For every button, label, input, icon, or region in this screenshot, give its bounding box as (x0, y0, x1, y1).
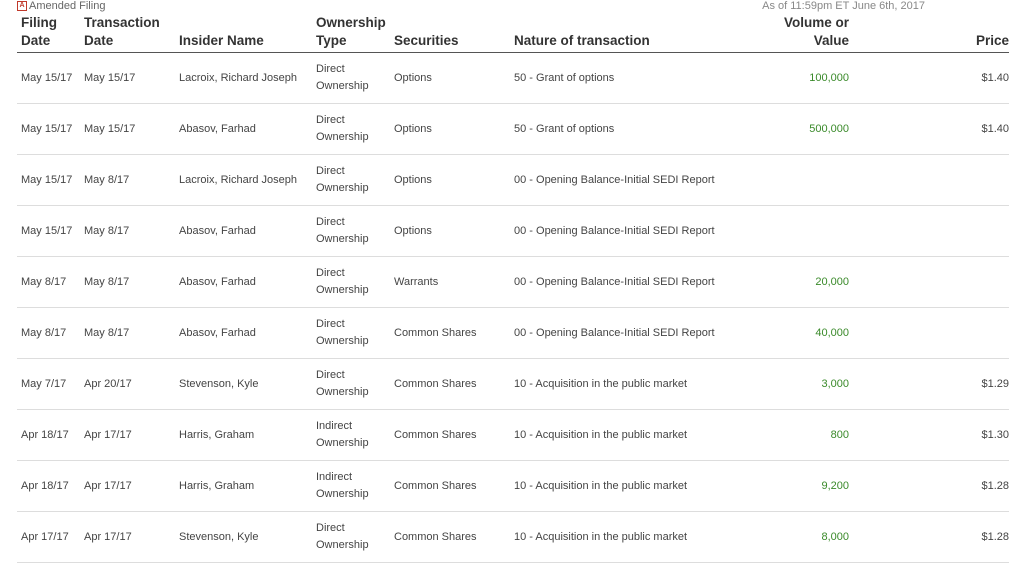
header-volume-or-value[interactable]: Volume or Value (719, 14, 929, 53)
table-row (17, 308, 1009, 359)
filing-date-cell: Apr 18/17 (17, 461, 84, 512)
transaction-date-cell: May 8/17 (84, 308, 179, 359)
header-insider-name[interactable]: Insider Name (179, 14, 316, 53)
table-row (17, 359, 1009, 410)
table-body (17, 53, 1009, 563)
insider-name-cell: Abasov, Farhad (179, 308, 316, 359)
price-cell (929, 308, 1009, 359)
ownership-type-cell: Indirect Ownership (316, 461, 394, 512)
volume-cell: 9,200 (719, 461, 929, 512)
filing-date-cell: May 15/17 (17, 104, 84, 155)
volume-cell: 800 (719, 410, 929, 461)
header-ownership-type[interactable]: Ownership Type (316, 14, 394, 53)
amended-filing-legend (17, 0, 105, 12)
nature-of-transaction-cell: 00 - Opening Balance-Initial SEDI Report (514, 308, 719, 359)
volume-cell: 500,000 (719, 104, 929, 155)
filing-date-cell: May 15/17 (17, 155, 84, 206)
volume-cell: 20,000 (719, 257, 929, 308)
price-cell: $1.28 (929, 512, 1009, 563)
securities-cell: Options (394, 155, 514, 206)
securities-cell: Options (394, 206, 514, 257)
filing-date-cell: May 15/17 (17, 206, 84, 257)
amended-filing-icon: A (17, 1, 27, 11)
transaction-date-cell: Apr 17/17 (84, 410, 179, 461)
header-filing-date[interactable]: Filing Date (17, 14, 84, 53)
table-row (17, 410, 1009, 461)
price-cell (929, 155, 1009, 206)
table-row (17, 512, 1009, 563)
table-row (17, 257, 1009, 308)
volume-cell: 3,000 (719, 359, 929, 410)
ownership-type-cell: Direct Ownership (316, 104, 394, 155)
price-cell (929, 206, 1009, 257)
price-cell (929, 257, 1009, 308)
ownership-type-cell: Direct Ownership (316, 206, 394, 257)
header-nature-of-transaction[interactable]: Nature of transaction (514, 14, 719, 53)
insider-name-cell: Stevenson, Kyle (179, 359, 316, 410)
insider-name-cell: Abasov, Farhad (179, 257, 316, 308)
table-row (17, 206, 1009, 257)
transaction-date-cell: May 15/17 (84, 104, 179, 155)
transaction-date-cell: May 8/17 (84, 257, 179, 308)
volume-cell: 8,000 (719, 512, 929, 563)
header-price[interactable]: Price (929, 14, 1009, 53)
nature-of-transaction-cell: 10 - Acquisition in the public market (514, 410, 719, 461)
price-cell: $1.29 (929, 359, 1009, 410)
header-securities[interactable]: Securities (394, 14, 514, 53)
ownership-type-cell: Direct Ownership (316, 53, 394, 104)
transaction-date-cell: Apr 17/17 (84, 512, 179, 563)
transaction-date-cell: Apr 17/17 (84, 461, 179, 512)
price-cell: $1.30 (929, 410, 1009, 461)
securities-cell: Common Shares (394, 512, 514, 563)
ownership-type-cell: Direct Ownership (316, 308, 394, 359)
table-row (17, 53, 1009, 104)
volume-cell: 100,000 (719, 53, 929, 104)
filing-date-cell: May 7/17 (17, 359, 84, 410)
table-row (17, 461, 1009, 512)
volume-cell: 40,000 (719, 308, 929, 359)
table-row (17, 155, 1009, 206)
price-cell: $1.40 (929, 104, 1009, 155)
ownership-type-cell: Direct Ownership (316, 359, 394, 410)
filing-date-cell: Apr 17/17 (17, 512, 84, 563)
insider-name-cell: Harris, Graham (179, 461, 316, 512)
insider-name-cell: Lacroix, Richard Joseph (179, 53, 316, 104)
ownership-type-cell: Direct Ownership (316, 257, 394, 308)
nature-of-transaction-cell: 10 - Acquisition in the public market (514, 461, 719, 512)
securities-cell: Common Shares (394, 308, 514, 359)
ownership-type-cell: Direct Ownership (316, 512, 394, 563)
transaction-date-cell: May 15/17 (84, 53, 179, 104)
filing-date-cell: May 8/17 (17, 308, 84, 359)
filing-date-cell: Apr 18/17 (17, 410, 84, 461)
securities-cell: Common Shares (394, 410, 514, 461)
ownership-type-cell: Indirect Ownership (316, 410, 394, 461)
filing-date-cell: May 15/17 (17, 53, 84, 104)
table-header-row (17, 14, 1009, 53)
insider-name-cell: Lacroix, Richard Joseph (179, 155, 316, 206)
securities-cell: Common Shares (394, 461, 514, 512)
price-cell: $1.40 (929, 53, 1009, 104)
transaction-date-cell: May 8/17 (84, 155, 179, 206)
volume-cell (719, 206, 929, 257)
ownership-type-cell: Direct Ownership (316, 155, 394, 206)
insider-name-cell: Stevenson, Kyle (179, 512, 316, 563)
transaction-date-cell: Apr 20/17 (84, 359, 179, 410)
securities-cell: Common Shares (394, 359, 514, 410)
nature-of-transaction-cell: 00 - Opening Balance-Initial SEDI Report (514, 155, 719, 206)
transaction-date-cell: May 8/17 (84, 206, 179, 257)
table-row (17, 104, 1009, 155)
nature-of-transaction-cell: 00 - Opening Balance-Initial SEDI Report (514, 257, 719, 308)
amended-filing-label: Amended Filing (29, 0, 106, 12)
nature-of-transaction-cell: 10 - Acquisition in the public market (514, 359, 719, 410)
securities-cell: Warrants (394, 257, 514, 308)
securities-cell: Options (394, 104, 514, 155)
volume-cell (719, 155, 929, 206)
insider-transactions-table (17, 14, 1009, 563)
top-bar (17, 0, 925, 14)
insider-name-cell: Abasov, Farhad (179, 104, 316, 155)
filing-date-cell: May 8/17 (17, 257, 84, 308)
price-cell: $1.28 (929, 461, 1009, 512)
nature-of-transaction-cell: 50 - Grant of options (514, 53, 719, 104)
as-of-timestamp: As of 11:59pm ET June 6th, 2017 (762, 0, 925, 12)
nature-of-transaction-cell: 10 - Acquisition in the public market (514, 512, 719, 563)
header-transaction-date[interactable]: Transaction Date (84, 14, 179, 53)
nature-of-transaction-cell: 50 - Grant of options (514, 104, 719, 155)
insider-name-cell: Abasov, Farhad (179, 206, 316, 257)
securities-cell: Options (394, 53, 514, 104)
insider-name-cell: Harris, Graham (179, 410, 316, 461)
nature-of-transaction-cell: 00 - Opening Balance-Initial SEDI Report (514, 206, 719, 257)
